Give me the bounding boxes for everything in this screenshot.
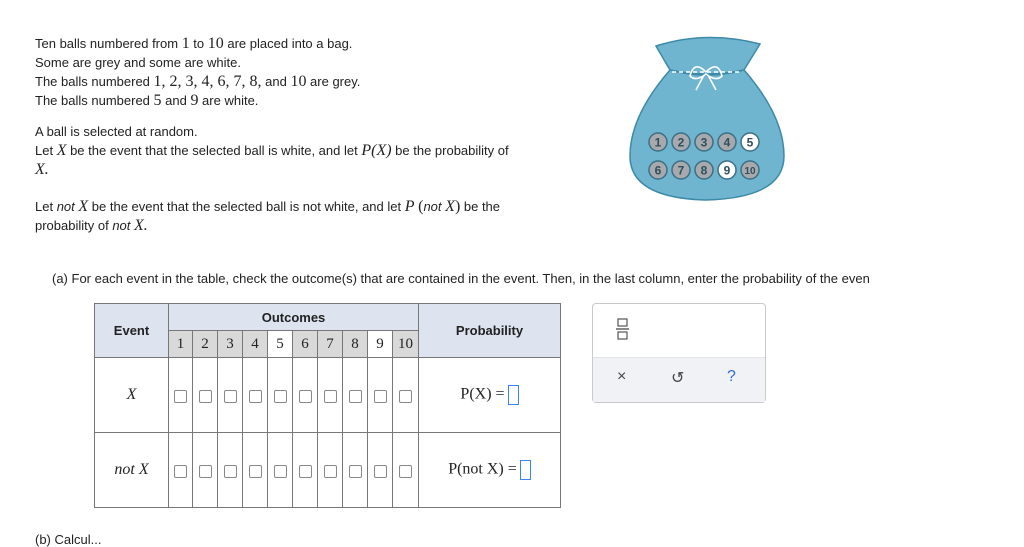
notx-cell-3 (218, 433, 243, 508)
problem-statement (35, 34, 615, 235)
notx-outcome-2-checkbox[interactable] (199, 465, 212, 478)
event-header: Event (95, 304, 169, 358)
svg-text:2: 2 (677, 135, 685, 150)
clear-button[interactable]: × (617, 368, 627, 385)
next-part-clipped: (b) Calcul... (35, 532, 102, 547)
svg-text:9: 9 (723, 163, 731, 178)
bag-top (656, 37, 760, 74)
problem-line-5: A ball is selected at random. (35, 124, 198, 139)
ball-1 (649, 133, 667, 151)
x-outcome-2-checkbox[interactable] (199, 390, 212, 403)
notx-outcome-10-checkbox[interactable] (399, 465, 412, 478)
event-x-label: X (95, 358, 169, 433)
svg-text:8: 8 (700, 163, 708, 178)
problem-line-8: Let not X be the event that the selected ball is not white, and let P (not X) be the (35, 198, 501, 215)
svg-text:5: 5 (746, 135, 754, 150)
outcome-header-6: 6 (293, 331, 318, 358)
x-cell-4 (243, 358, 268, 433)
notx-outcome-7-checkbox[interactable] (324, 465, 337, 478)
table-row-x (95, 358, 561, 433)
outcomes-header: Outcomes (169, 304, 419, 331)
x-outcome-1-checkbox[interactable] (174, 390, 187, 403)
problem-line-1: Ten balls numbered from 1 to 10 are placed into a bag. (35, 35, 353, 52)
x-outcome-4-checkbox[interactable] (249, 390, 262, 403)
notx-outcome-3-checkbox[interactable] (224, 465, 237, 478)
problem-line-3: The balls numbered 1, 2, 3, 4, 6, 7, 8, and 10 are grey. (35, 73, 361, 90)
problem-line-6: Let X be the event that the selected ball is white, and let P(X) be the probability of (35, 142, 509, 159)
outcomes-table (94, 303, 561, 508)
math-tool-panel (592, 303, 766, 403)
svg-text:6: 6 (654, 163, 662, 178)
notx-cell-6 (293, 433, 318, 508)
ball-2 (672, 133, 690, 151)
fraction-icon[interactable] (616, 318, 630, 340)
x-cell-10 (393, 358, 419, 433)
notx-cell-4 (243, 433, 268, 508)
outcome-header-8: 8 (343, 331, 368, 358)
notx-outcome-6-checkbox[interactable] (299, 465, 312, 478)
ball-bag-illustration (624, 28, 789, 208)
svg-text:3: 3 (700, 135, 708, 150)
outcome-header-4: 4 (243, 331, 268, 358)
ball-10 (741, 161, 759, 179)
x-probability-input[interactable] (508, 385, 519, 405)
notx-outcome-5-checkbox[interactable] (274, 465, 287, 478)
svg-text:1: 1 (654, 135, 662, 150)
x-probability-label: P(X) = (460, 385, 505, 403)
x-cell-2 (193, 358, 218, 433)
x-cell-9 (368, 358, 393, 433)
notx-cell-8 (343, 433, 368, 508)
x-cell-8 (343, 358, 368, 433)
x-cell-5 (268, 358, 293, 433)
probability-header: Probability (419, 304, 561, 358)
outcome-header-2: 2 (193, 331, 218, 358)
ball-8 (695, 161, 713, 179)
notx-cell-7 (318, 433, 343, 508)
ball-5 (741, 133, 759, 151)
tool-action-bar (593, 357, 765, 402)
x-outcome-9-checkbox[interactable] (374, 390, 387, 403)
problem-line-9: probability of not X. (35, 217, 148, 234)
not-x-probability-label: P(not X) = (448, 460, 517, 478)
ball-4 (718, 133, 736, 151)
notx-outcome-9-checkbox[interactable] (374, 465, 387, 478)
problem-line-4: The balls numbered 5 and 9 are white. (35, 92, 259, 109)
problem-line-7: X. (35, 161, 49, 178)
svg-text:4: 4 (723, 135, 731, 150)
notx-outcome-4-checkbox[interactable] (249, 465, 262, 478)
outcome-header-1: 1 (169, 331, 193, 358)
x-outcome-7-checkbox[interactable] (324, 390, 337, 403)
event-not-x-label: not X (95, 433, 169, 508)
svg-text:10: 10 (744, 166, 756, 177)
ball-3 (695, 133, 713, 151)
x-outcome-6-checkbox[interactable] (299, 390, 312, 403)
undo-button[interactable]: ↺ (671, 370, 685, 387)
notx-cell-5 (268, 433, 293, 508)
outcome-header-9: 9 (368, 331, 393, 358)
x-cell-7 (318, 358, 343, 433)
notx-outcome-1-checkbox[interactable] (174, 465, 187, 478)
notx-cell-2 (193, 433, 218, 508)
svg-text:7: 7 (677, 163, 685, 178)
ball-6 (649, 161, 667, 179)
help-button[interactable]: ? (727, 368, 736, 385)
x-cell-1 (169, 358, 193, 433)
x-cell-6 (293, 358, 318, 433)
ball-7 (672, 161, 690, 179)
not-x-probability-cell (419, 433, 561, 508)
notx-cell-1 (169, 433, 193, 508)
part-a-instruction: (a) For each event in the table, check the outcome(s) that are contained in the event. Then, in the last column, enter the probability of the even (52, 271, 870, 286)
x-outcome-3-checkbox[interactable] (224, 390, 237, 403)
x-outcome-5-checkbox[interactable] (274, 390, 287, 403)
notx-cell-9 (368, 433, 393, 508)
outcome-header-5: 5 (268, 331, 293, 358)
outcome-header-10: 10 (393, 331, 419, 358)
outcome-header-3: 3 (218, 331, 243, 358)
x-cell-3 (218, 358, 243, 433)
table-row-not-x (95, 433, 561, 508)
not-x-probability-input[interactable] (520, 460, 531, 480)
notx-outcome-8-checkbox[interactable] (349, 465, 362, 478)
notx-cell-10 (393, 433, 419, 508)
x-probability-cell (419, 358, 561, 433)
x-outcome-10-checkbox[interactable] (399, 390, 412, 403)
ball-9 (718, 161, 736, 179)
problem-line-2: Some are grey and some are white. (35, 55, 241, 70)
x-outcome-8-checkbox[interactable] (349, 390, 362, 403)
outcome-header-7: 7 (318, 331, 343, 358)
